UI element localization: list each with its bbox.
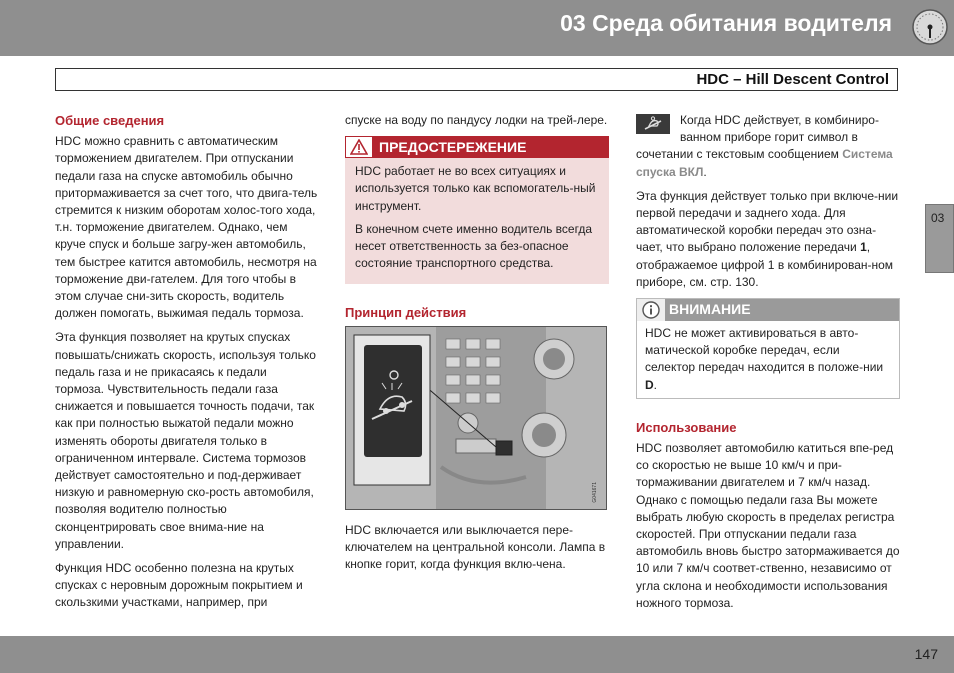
console-drawing xyxy=(346,327,607,510)
gear-label: 1 xyxy=(860,240,867,255)
text: . xyxy=(703,164,707,179)
paragraph: HDC позволяет автомобилю катиться впе-ред со скоростью не выше 10 км/ч и при-тормаживании двигателем и 7 км/ч назад. Однако с помощью педали газа Вы можете выбрать любую скорость в пределах регистра скоростей. При отпускании педали газа автомобиль вновь быстро затормаживается до 10 или 7 км/ч соответ-ственно, независимо от угла склона и необходимости использования ножного тормоза. xyxy=(636,441,900,610)
console-illustration xyxy=(345,326,607,510)
heading-general: Общие сведения xyxy=(55,113,165,128)
column-3 xyxy=(636,112,900,619)
text: Эта функция действует только при включе-нии первой передачи и заднего хода. Для автоматической коробки передач это озна-чает, что выбрано положение передачи xyxy=(636,188,899,255)
paragraph: Эта функция позволяет на крутых спусках повышать/снижать скорость, используя только педаль газа и не прикасаясь к педали тормоза. Чувствительность педали газа снижается и повышается точность подачи, так как при полностью выжатой педали можно изменять обороты двигателя только в ограниченном интервале. Система тормозов действует самостоятельно и под-держивает низкую и равномерную ско-рость автомобиля, позволяя водителю полностью сконцентрировать свое внима-ние на управлении. xyxy=(55,330,316,551)
notice-body xyxy=(637,321,899,398)
paragraph: HDC включается или выключается пере-ключателем на центральной консоли. Лампа в кнопке горит, когда функция вклю-чена. xyxy=(345,522,606,572)
text: Когда HDC действует, в комбиниро-ванном приборе горит символ в сочетании с текстовым сообщением xyxy=(636,113,879,162)
paragraph: HDC можно сравнить с автоматическим торможением двигателем. При отпускании педали газа на спуске автомобиль обычно притормаживается за счет того, что двига-тель стремится к низким оборотам холос-того хода, т.н. торможение двигателем. Однако, чем круче спуск и больше загру-жен автомобиль, тем быстрее катится автомобиль, несмотря на торможение дви-гателем. Для того чтобы в этом случае сни-зить скорость, водитель должен помогать, выжимая педаль тормоза. xyxy=(55,134,318,321)
gear-label: D xyxy=(645,377,654,392)
text: HDC не может активироваться в авто-матической коробке передач, если селектор передач находится в положе-нии xyxy=(645,326,884,375)
footer-bar xyxy=(0,636,954,673)
warning-text: В конечном счете именно водитель всегда несет ответственность за без-опасное состояние транспортного средства. xyxy=(355,221,593,271)
message-text: Система спуска ВКЛ xyxy=(636,147,893,179)
paragraph xyxy=(636,188,900,291)
warning-title: ПРЕДОСТЕРЕЖЕНИЕ xyxy=(379,138,527,155)
warning-header xyxy=(345,136,609,158)
side-tab-label: 03 xyxy=(931,211,945,225)
chapter-side-tab xyxy=(925,204,954,273)
hdc-symbol-icon xyxy=(636,114,670,134)
section-title-box xyxy=(55,68,898,91)
text: . xyxy=(653,377,658,392)
chapter-header-bar xyxy=(0,0,954,56)
paragraph: Функция HDC особенно полезна на крутых спусках с неровным дорожным покрытием и скользкими участками, например, при xyxy=(55,561,303,610)
chapter-title: 03 Среда обитания водителя xyxy=(560,10,892,36)
gauge-icon xyxy=(912,9,948,45)
text: , отображаемое цифрой 1 в комбинирован-ном приборе, см. стр. 130. xyxy=(636,240,894,289)
notice-header xyxy=(637,299,899,321)
section-title: HDC – Hill Descent Control xyxy=(696,71,889,88)
notice-title: ВНИМАНИЕ xyxy=(669,301,751,318)
warning-box xyxy=(345,136,609,284)
figure-code: G041671 xyxy=(591,482,598,503)
heading-usage: Использование xyxy=(636,419,737,435)
page-number: 147 xyxy=(914,646,938,662)
paragraph-with-symbol xyxy=(636,112,900,181)
column-2 xyxy=(345,112,609,580)
info-icon xyxy=(637,299,665,321)
column-1 xyxy=(55,112,319,619)
warning-triangle-icon xyxy=(345,136,373,158)
warning-text: HDC работает не во всех ситуациях и используется только как вспомогатель-ный инструмент. xyxy=(355,164,596,213)
heading-principle: Принцип действия xyxy=(345,305,467,321)
paragraph: спуске на воду по пандусу лодки на трей-лере. xyxy=(345,113,608,127)
notice-box xyxy=(636,298,900,399)
